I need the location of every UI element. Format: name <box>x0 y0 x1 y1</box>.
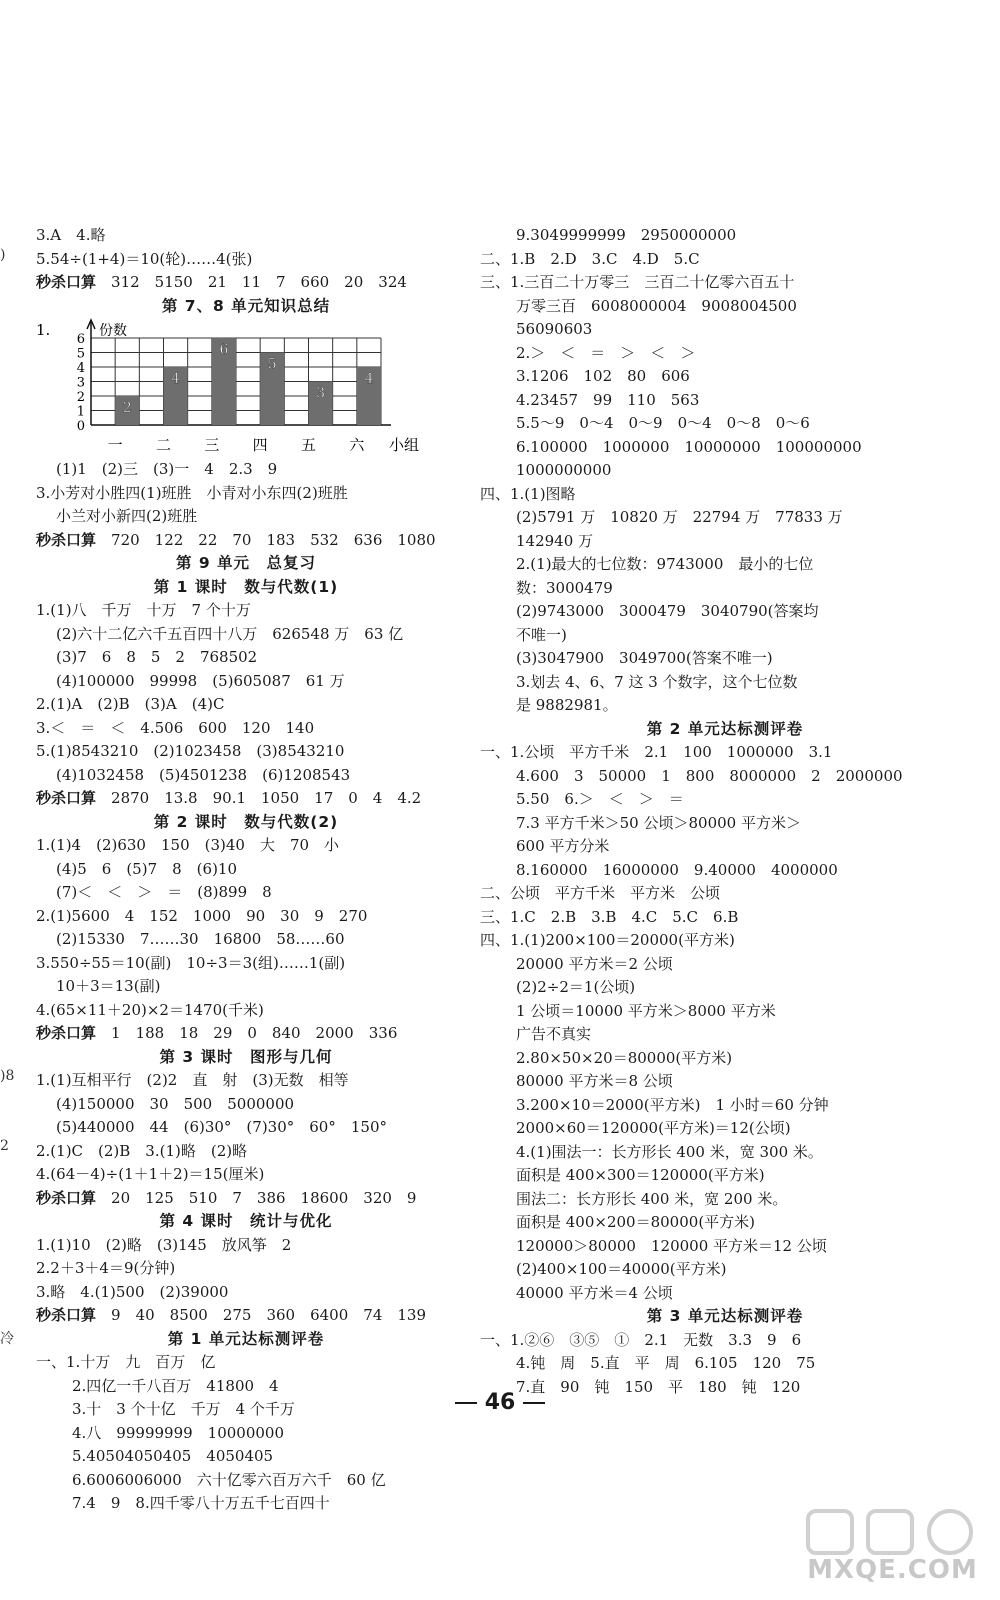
edge-fragment: )8 <box>0 1068 15 1084</box>
answer-line <box>480 671 970 695</box>
answer-line <box>480 1164 970 1188</box>
answer-line <box>36 224 456 248</box>
line-text: 第 1 课时 数与代数(1) <box>153 577 339 596</box>
answer-line <box>480 741 970 765</box>
line-text: 2.(1)5600 4 152 1000 90 30 9 270 <box>36 906 368 925</box>
answer-line <box>480 788 970 812</box>
line-text: 一、1.②⑥ ③⑤ ① 2.1 无数 3.3 9 6 <box>480 1330 802 1349</box>
line-text: 4.钝 周 5.直 平 周 6.105 120 75 <box>516 1354 816 1372</box>
line-text: 4.(64－4)÷(1＋1＋2)＝15(厘米) <box>36 1165 265 1183</box>
answer-line <box>36 834 456 858</box>
answer-line <box>36 1093 456 1117</box>
line-text: 第 3 单元达标测评卷 <box>646 1307 804 1325</box>
line-text: 第 9 单元 总复习 <box>175 554 317 572</box>
line-text: 5.5～9 0～4 0～9 0～4 0～8 0～6 <box>516 414 810 432</box>
line-text: (4)5 6 (5)7 8 (6)10 <box>56 859 238 878</box>
page-number-dash-right <box>523 1402 545 1404</box>
line-text: 4.23457 99 110 563 <box>516 390 700 409</box>
line-text: 9 40 8500 275 360 6400 74 139 <box>111 1306 426 1324</box>
answer-line <box>36 1022 456 1046</box>
answer-line <box>480 530 970 554</box>
y-tick-label: 5 <box>76 346 85 362</box>
answer-line <box>480 1329 970 1353</box>
answer-line <box>480 506 970 530</box>
section-heading <box>36 1210 456 1234</box>
answer-line <box>36 271 456 295</box>
y-tick-label: 0 <box>76 419 85 434</box>
answer-line <box>480 647 970 671</box>
line-text: 2.2＋3＋4＝9(分钟) <box>36 1259 176 1277</box>
line-text: 1 188 18 29 0 840 2000 336 <box>111 1024 398 1042</box>
section-heading <box>36 1046 456 1070</box>
answer-line <box>36 1422 456 1446</box>
line-text: (4)100000 99998 (5)605087 61 万 <box>56 671 345 690</box>
answer-line <box>36 458 456 482</box>
section-heading <box>36 811 456 835</box>
edge-fragment: 冷 <box>0 1331 14 1347</box>
drill-label: 秒杀口算 <box>36 530 97 549</box>
answer-line <box>480 436 970 460</box>
answer-line <box>36 1140 456 1164</box>
line-text: 20000 平方米＝2 公顷 <box>516 954 673 973</box>
section-heading <box>480 1305 970 1329</box>
answer-line <box>480 976 970 1000</box>
section-heading <box>36 1328 456 1352</box>
line-text: 5.50 6.＞ ＜ ＞ ＝ <box>516 790 684 808</box>
answer-line <box>36 717 456 741</box>
line-text: 3.＜ ＝ ＜ 4.506 600 120 140 <box>36 718 315 737</box>
line-text: 3.十 3 个十亿 千万 4 个千万 <box>72 1400 295 1418</box>
line-text: 4.600 3 50000 1 800 8000000 2 2000000 <box>516 766 903 785</box>
line-text: 20 125 510 7 386 18600 320 9 <box>111 1188 417 1207</box>
line-text: (2)400×100＝40000(平方米) <box>516 1260 727 1278</box>
watermark-logo <box>800 1505 985 1595</box>
drill-label: 秒杀口算 <box>36 789 97 807</box>
line-text: 1.(1)互相平行 (2)2 直 射 (3)无数 相等 <box>36 1071 349 1089</box>
answer-line <box>36 787 456 811</box>
answer-line <box>36 975 456 999</box>
answer-line <box>480 600 970 624</box>
x-tick-label: 五 <box>300 436 317 454</box>
answer-line <box>36 881 456 905</box>
line-text: 围法二：长方形长 400 米，宽 200 米。 <box>516 1189 788 1208</box>
line-text: 不唯一) <box>516 625 567 644</box>
bar-data-label: 5 <box>267 356 277 373</box>
drill-label: 秒杀口算 <box>36 273 97 291</box>
line-text: 面积是 400×300＝120000(平方米) <box>516 1166 765 1184</box>
line-text: 2.(1)A (2)B (3)A (4)C <box>36 695 225 713</box>
answer-line <box>480 365 970 389</box>
answer-line <box>480 953 970 977</box>
y-tick-label: 3 <box>76 375 85 391</box>
chart-section <box>36 318 456 458</box>
answer-line <box>36 952 456 976</box>
edge-fragment: 2 <box>0 1138 9 1154</box>
line-text: 312 5150 21 11 7 660 20 324 <box>111 273 407 291</box>
line-text: 8.160000 16000000 9.40000 4000000 <box>516 860 838 879</box>
line-text: 三、1.三百二十万零三 三百二十亿零六百五十 <box>480 273 795 291</box>
line-text: 2.80×50×20＝80000(平方米) <box>516 1048 733 1067</box>
answer-line <box>480 1070 970 1094</box>
answer-line <box>36 1116 456 1140</box>
edge-fragment: ) <box>0 247 6 263</box>
line-text: (2)5791 万 10820 万 22794 万 77833 万 <box>516 508 843 526</box>
line-text: (3)3047900 3049700(答案不唯一) <box>516 649 773 667</box>
answer-line <box>480 271 970 295</box>
line-text: 小兰对小新四(2)班胜 <box>56 507 198 525</box>
line-text: 142940 万 <box>516 531 594 550</box>
line-text: 5.40504050405 4050405 <box>72 1447 274 1465</box>
line-text: 万零三百 6008000004 9008004500 <box>516 296 797 315</box>
answer-line <box>480 459 970 483</box>
x-tick-label: 三 <box>204 436 220 454</box>
drill-label: 秒杀口算 <box>36 1306 97 1324</box>
page-number-dash-left <box>455 1402 477 1404</box>
section-heading <box>36 576 456 600</box>
answer-line <box>36 248 456 272</box>
line-text: 720 122 22 70 183 532 636 1080 <box>111 530 436 549</box>
answer-line <box>480 1258 970 1282</box>
answer-line <box>36 1257 456 1281</box>
line-text: 第 7、8 单元知识总结 <box>161 296 331 315</box>
answer-line <box>36 999 456 1023</box>
bar-data-label: 2 <box>122 400 132 416</box>
line-text: 是 9882981。 <box>516 696 618 714</box>
answer-line <box>36 1187 456 1211</box>
answer-line <box>480 1235 970 1259</box>
answer-line <box>36 505 456 529</box>
line-text: 四、1.(1)200×100＝20000(平方米) <box>480 931 735 949</box>
x-tick-label: 二 <box>155 436 172 454</box>
line-text: (7)＜ ＜ ＞ ＝ (8)899 8 <box>56 883 272 901</box>
line-text: (3)7 6 8 5 2 768502 <box>56 648 258 666</box>
line-text: 2.四亿一千八百万 41800 4 <box>72 1376 279 1395</box>
line-text: (2)15330 7……30 16800 58……60 <box>56 930 345 948</box>
line-text: 4.八 99999999 10000000 <box>72 1423 285 1442</box>
line-text: (2)9743000 3000479 3040790(答案均 <box>516 602 819 620</box>
line-text: 一、1.十万 九 百万 亿 <box>36 1353 216 1371</box>
line-text: 80000 平方米＝8 公顷 <box>516 1072 673 1090</box>
answer-line <box>480 1094 970 1118</box>
answer-line <box>36 482 456 506</box>
y-tick-label: 1 <box>76 404 85 420</box>
right-column <box>480 224 970 1399</box>
answer-line <box>480 483 970 507</box>
answer-line <box>480 1000 970 1024</box>
line-text: 3.划去 4、6、7 这 3 个数字，这个七位数 <box>516 672 798 691</box>
y-tick-label: 2 <box>76 390 85 405</box>
line-text: 3.1206 102 80 606 <box>516 367 690 385</box>
line-text: 二、公顷 平方千米 平方米 公顷 <box>480 884 721 902</box>
line-text: 10＋3＝13(副) <box>56 977 161 995</box>
answer-line <box>480 929 970 953</box>
line-text: 广告不真实 <box>516 1025 592 1043</box>
answer-line <box>480 694 970 718</box>
answer-line <box>36 764 456 788</box>
line-text: 2870 13.8 90.1 1050 17 0 4 4.2 <box>111 789 422 807</box>
answer-line <box>480 1352 970 1376</box>
answer-line <box>36 740 456 764</box>
line-text: 2000×60＝120000(平方米)＝12(公顷) <box>516 1119 791 1137</box>
answer-line <box>480 389 970 413</box>
line-text: 数：3000479 <box>516 578 613 597</box>
x-tick-label: 六 <box>349 436 365 454</box>
section-heading <box>480 718 970 742</box>
line-text: (5)440000 44 (6)30° (7)30° 60° 150° <box>56 1118 387 1136</box>
line-text: 1 公顷＝10000 平方米＞8000 平方米 <box>516 1001 776 1020</box>
answer-line <box>36 529 456 553</box>
line-text: 第 2 单元达标测评卷 <box>646 719 804 738</box>
line-text: (4)1032458 (5)4501238 (6)1208543 <box>56 765 351 784</box>
section-heading <box>36 295 456 319</box>
answer-line <box>36 1351 456 1375</box>
answer-line <box>480 882 970 906</box>
answer-line <box>36 1469 456 1493</box>
left-column <box>36 224 456 1516</box>
line-text: 56090603 <box>516 320 593 338</box>
answer-line <box>480 412 970 436</box>
line-text: 4.(1)围法一：长方形长 400 米，宽 300 米。 <box>516 1142 823 1161</box>
line-text: 第 1 单元达标测评卷 <box>167 1329 325 1348</box>
line-text: 2.＞ ＜ ＝ ＞ ＜ ＞ <box>516 343 696 362</box>
answer-line <box>480 295 970 319</box>
answer-line <box>36 1281 456 1305</box>
line-text: 9.3049999999 2950000000 <box>516 226 737 244</box>
line-text: 二、1.B 2.D 3.C 4.D 5.C <box>480 249 700 268</box>
answer-line <box>480 859 970 883</box>
answer-line <box>480 1282 970 1306</box>
line-text: 三、1.C 2.B 3.B 4.C 5.C 6.B <box>480 907 739 926</box>
answer-line <box>480 248 970 272</box>
answer-line <box>36 858 456 882</box>
bar-data-label: 4 <box>364 371 374 387</box>
line-text: (2)2÷2＝1(公顷) <box>516 978 636 996</box>
answer-line <box>480 812 970 836</box>
answer-line <box>36 599 456 623</box>
line-text: 第 4 课时 统计与优化 <box>159 1212 333 1230</box>
answer-line <box>36 1304 456 1328</box>
line-text: 7.4 9 8.四千零八十万五千七百四十 <box>72 1494 330 1512</box>
line-text: 1.(1)10 (2)略 (3)145 放风筝 2 <box>36 1235 292 1254</box>
line-text: (1)1 (2)三 (3)一 4 2.3 9 <box>56 460 278 478</box>
question-number: 1. <box>36 321 51 339</box>
drill-label: 秒杀口算 <box>36 1024 97 1042</box>
answer-line <box>480 1141 970 1165</box>
answer-line <box>480 906 970 930</box>
watermark-text: MXQE.COM <box>807 1555 978 1585</box>
answer-line <box>480 318 970 342</box>
answer-line <box>36 928 456 952</box>
line-text: 第 3 课时 图形与几何 <box>159 1047 333 1066</box>
answer-line <box>36 1069 456 1093</box>
line-text: 6.6006006000 六十亿零六百万六千 60 亿 <box>72 1470 386 1489</box>
y-tick-label: 6 <box>76 332 85 347</box>
bar-data-label: 4 <box>171 371 181 387</box>
line-text: 1.(1)4 (2)630 150 (3)40 大 70 小 <box>36 836 340 854</box>
answer-line <box>36 1492 456 1516</box>
answer-line <box>36 1445 456 1469</box>
line-text: 四、1.(1)图略 <box>480 484 576 503</box>
answer-line <box>480 765 970 789</box>
line-text: 2.(1)最大的七位数：9743000 最小的七位 <box>516 555 814 573</box>
answer-line <box>36 1163 456 1187</box>
x-tick-label: 一 <box>107 436 123 454</box>
x-axis-label: 小组 <box>389 436 420 454</box>
line-text: 120000＞80000 120000 平方米＝12 公顷 <box>516 1236 827 1255</box>
answer-line <box>480 1188 970 1212</box>
line-text: 5.54÷(1+4)＝10(轮)……4(张) <box>36 249 253 268</box>
answer-line <box>36 670 456 694</box>
answer-line <box>480 553 970 577</box>
line-text: 5.(1)8543210 (2)1023458 (3)8543210 <box>36 742 345 760</box>
bar-chart <box>36 318 426 458</box>
answer-line <box>480 1211 970 1235</box>
y-axis-label: 份数 <box>99 323 127 339</box>
line-text: 一、1.公顷 平方千米 2.1 100 1000000 3.1 <box>480 743 833 761</box>
watermark-logo-icon <box>800 1505 985 1560</box>
answer-line <box>36 646 456 670</box>
line-text: 2.(1)C (2)B 3.(1)略 (2)略 <box>36 1141 248 1160</box>
line-text: 3.550÷55＝10(副) 10÷3＝3(组)……1(副) <box>36 953 346 972</box>
answer-line <box>36 905 456 929</box>
answer-line <box>480 342 970 366</box>
line-text: 600 平方分米 <box>516 837 610 855</box>
line-text: 7.3 平方千米＞50 公顷＞80000 平方米＞ <box>516 813 801 832</box>
answer-line <box>36 623 456 647</box>
answer-line <box>480 1023 970 1047</box>
answer-line <box>480 224 970 248</box>
answer-line <box>480 1117 970 1141</box>
line-text: (2)六十二亿六千五百四十八万 626548 万 63 亿 <box>56 624 404 643</box>
bar-data-label: 6 <box>219 342 229 358</box>
line-text: 第 2 课时 数与代数(2) <box>153 812 339 831</box>
bar-data-label: 3 <box>316 385 326 402</box>
answer-line <box>36 1234 456 1258</box>
line-text: 6.100000 1000000 10000000 100000000 <box>516 437 862 456</box>
answer-line <box>480 577 970 601</box>
x-tick-label: 四 <box>252 436 268 454</box>
answer-line <box>480 835 970 859</box>
line-text: 3.略 4.(1)500 (2)39000 <box>36 1282 229 1301</box>
line-text: 1.(1)八 千万 十万 7 个十万 <box>36 601 251 619</box>
page-number: 46 <box>0 1390 1000 1415</box>
line-text: (4)150000 30 500 5000000 <box>56 1094 295 1113</box>
line-text: 3.小芳对小胜四(1)班胜 小青对小东四(2)班胜 <box>36 483 348 502</box>
answer-line <box>480 624 970 648</box>
answer-line <box>36 693 456 717</box>
line-text: 3.A 4.略 <box>36 226 106 244</box>
line-text: 4.(65×11＋20)×2＝1470(千米) <box>36 1000 264 1019</box>
line-text: 面积是 400×200＝80000(平方米) <box>516 1213 756 1231</box>
line-text: 7.直 90 钝 150 平 180 钝 120 <box>516 1377 801 1396</box>
answer-line <box>480 1047 970 1071</box>
line-text: 40000 平方米＝4 公顷 <box>516 1283 673 1302</box>
section-heading <box>36 552 456 576</box>
line-text: 3.200×10＝2000(平方米) 1 小时＝60 分钟 <box>516 1095 829 1114</box>
y-tick-label: 4 <box>76 361 85 376</box>
drill-label: 秒杀口算 <box>36 1188 97 1207</box>
line-text: 1000000000 <box>516 461 612 479</box>
